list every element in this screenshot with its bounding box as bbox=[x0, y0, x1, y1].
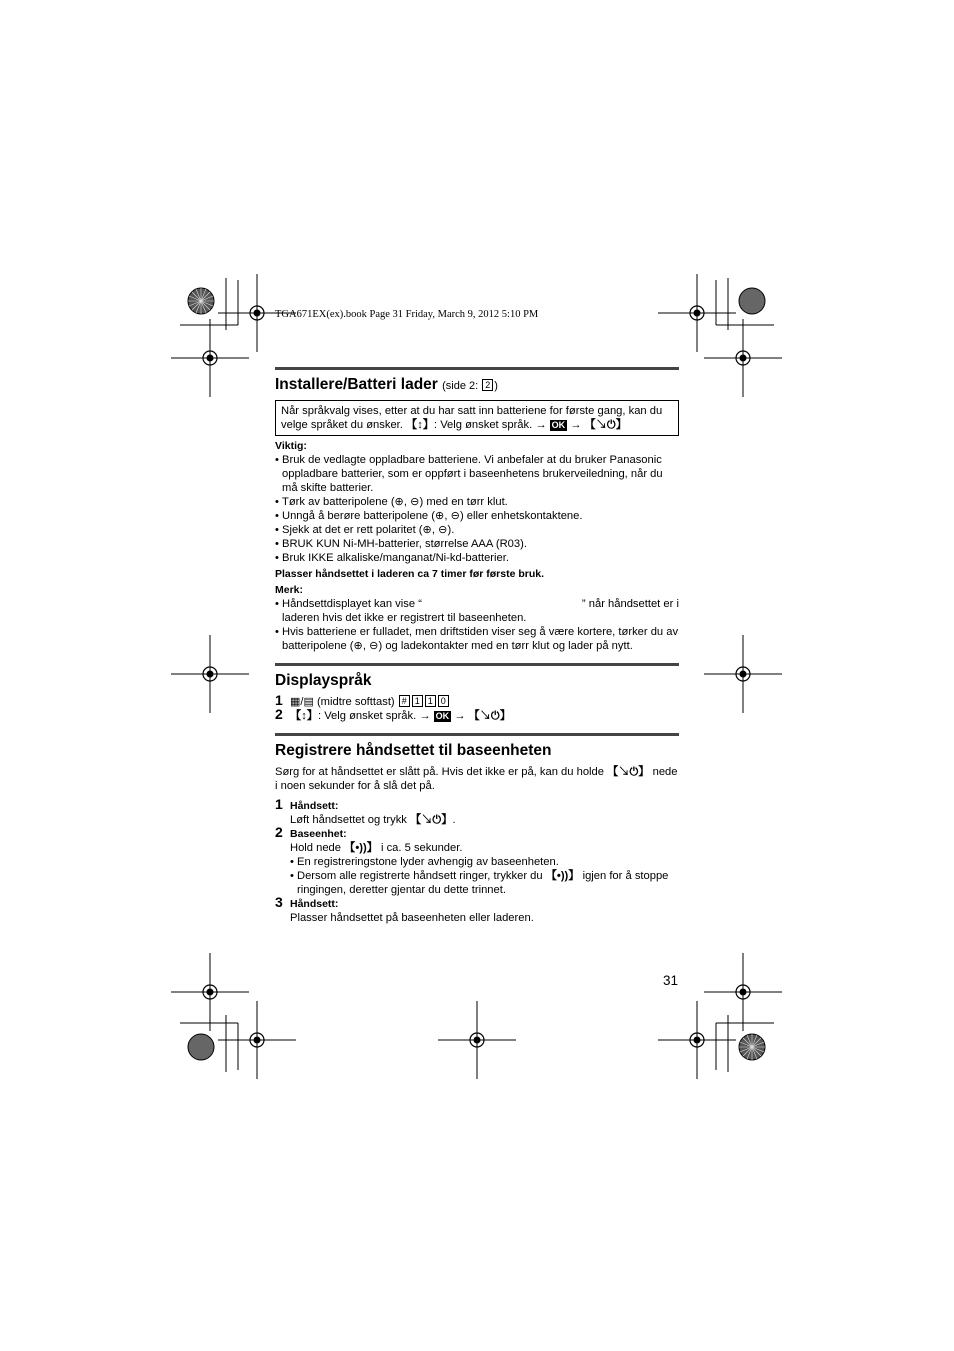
arrow-icon: → bbox=[570, 419, 582, 431]
page-content bbox=[275, 367, 679, 925]
intro-text: Sørg for at håndsettet er slått på. Hvis det ikke er på, kan du holde 【↘⏻】 nede i noen sekunder for å slå det på. bbox=[275, 766, 678, 792]
list-item: • Hvis batteriene er fulladet, men driftstiden viser seg å være kortere, tørker du av batteripolene (⊕, ⊖) og ladekontakter med en tørr klut og lader på nytt. bbox=[275, 625, 679, 653]
list-item: • Håndsettdisplayet kan vise “ ” når håndsettet er i laderen hvis det ikke er registrert til baseenheten. bbox=[275, 597, 679, 625]
ok-key-icon: OK bbox=[551, 420, 566, 430]
section-title-registrere: Registrere håndsettet til baseenheten bbox=[275, 742, 552, 759]
section-rule bbox=[275, 663, 679, 666]
section-rule bbox=[275, 733, 679, 736]
list-item: • Tørk av batteripolene (⊕, ⊖) med en tørr klut. bbox=[275, 495, 679, 509]
step2-bullets bbox=[290, 855, 679, 897]
key-0: 0 bbox=[438, 695, 449, 707]
step-3: 3 Håndsett: Plasser håndsettet på baseenheten eller laderen. bbox=[275, 894, 534, 924]
page-reference: (side 2: 2 ) bbox=[442, 380, 498, 392]
arrow-icon: → bbox=[454, 710, 466, 722]
figure-number-box: 2 bbox=[482, 379, 493, 391]
language-info-box: Når språkvalg vises, etter at du har satt inn batteriene for første gang, kan du velge språket du ønsker. 【↕】: Velg ønsket språk. → OK → 【↘⏻】 bbox=[275, 400, 679, 436]
nav-key-icon: 【↕】 bbox=[290, 710, 318, 722]
key-1: 1 bbox=[425, 695, 436, 707]
step-1: 1 Håndsett: Løft håndsettet og trykk 【↘⏻】. bbox=[275, 796, 456, 826]
note-label: Merk: bbox=[275, 584, 304, 596]
section-title-displaysprak: Displayspråk bbox=[275, 672, 372, 689]
section-rule bbox=[275, 367, 679, 370]
step-2: 2 Baseenhet: Hold nede 【•))】 i ca. 5 sekunder. • En registreringstone lyder avhengig av baseenheten. • Dersom alle registrerte håndsett ringer, trykker du 【•))】 igjen for å stoppe ringingen, deretter gjentar du dette trinnet. bbox=[275, 827, 679, 897]
key-1: 1 bbox=[412, 695, 423, 707]
section-title-installere: Installere/Batteri lader (side 2: 2 ) bbox=[275, 376, 498, 393]
list-item: • Bruk IKKE alkaliske/manganat/Ni-kd-batterier. bbox=[275, 551, 679, 565]
important-label: Viktig: bbox=[275, 440, 307, 452]
note-list bbox=[275, 597, 679, 653]
list-item: • Dersom alle registrerte håndsett ringer, trykker du 【•))】 igjen for å stoppe ringingen, deretter gjentar du dette trinnet. bbox=[290, 869, 679, 897]
list-item: • Unngå å berøre batteripolene (⊕, ⊖) eller enhetskontaktene. bbox=[275, 509, 679, 523]
step-1: 1 ▦/▤ (midtre softtast) # 1 1 0 bbox=[275, 695, 679, 709]
menu-softkey-icon: ▦/▤ bbox=[290, 696, 314, 708]
off-power-key-icon: 【↘⏻】 bbox=[468, 710, 511, 722]
charge-note: Plasser håndsettet i laderen ca 7 timer før første bruk. bbox=[275, 568, 545, 580]
list-item: • BRUK KUN Ni-MH-batterier, størrelse AAA (R03). bbox=[275, 537, 679, 551]
off-power-key-icon: 【↘⏻】 bbox=[584, 419, 627, 431]
off-power-key-icon: 【↘⏻】 bbox=[607, 766, 650, 778]
page-number: 31 bbox=[663, 973, 679, 988]
book-id-line: TGA671EX(ex).book Page 31 Friday, March 9, 2012 5:10 PM bbox=[275, 309, 539, 320]
nav-key-icon: 【↕】 bbox=[406, 419, 434, 431]
arrow-icon: → bbox=[419, 710, 431, 722]
locator-key-icon: 【•))】 bbox=[545, 870, 580, 882]
off-power-key-icon: 【↘⏻】 bbox=[410, 814, 453, 826]
key-hash: # bbox=[399, 695, 410, 707]
important-list bbox=[275, 453, 679, 565]
locator-key-icon: 【•))】 bbox=[344, 842, 378, 854]
ok-key-icon: OK bbox=[435, 711, 450, 721]
list-item: • Bruk de vedlagte oppladbare batteriene. Vi anbefaler at du bruker Panasonic oppladbare batterier, som er oppført i baseenhetens brukerveiledning, når du må skifte batterier. bbox=[275, 453, 679, 495]
list-item: • En registreringstone lyder avhengig av baseenheten. bbox=[290, 855, 679, 869]
arrow-icon: → bbox=[535, 419, 547, 431]
step-2: 2 【↕】: Velg ønsket språk. → OK → 【↘⏻】 bbox=[275, 706, 511, 722]
list-item: • Sjekk at det er rett polaritet (⊕, ⊖). bbox=[275, 523, 679, 537]
